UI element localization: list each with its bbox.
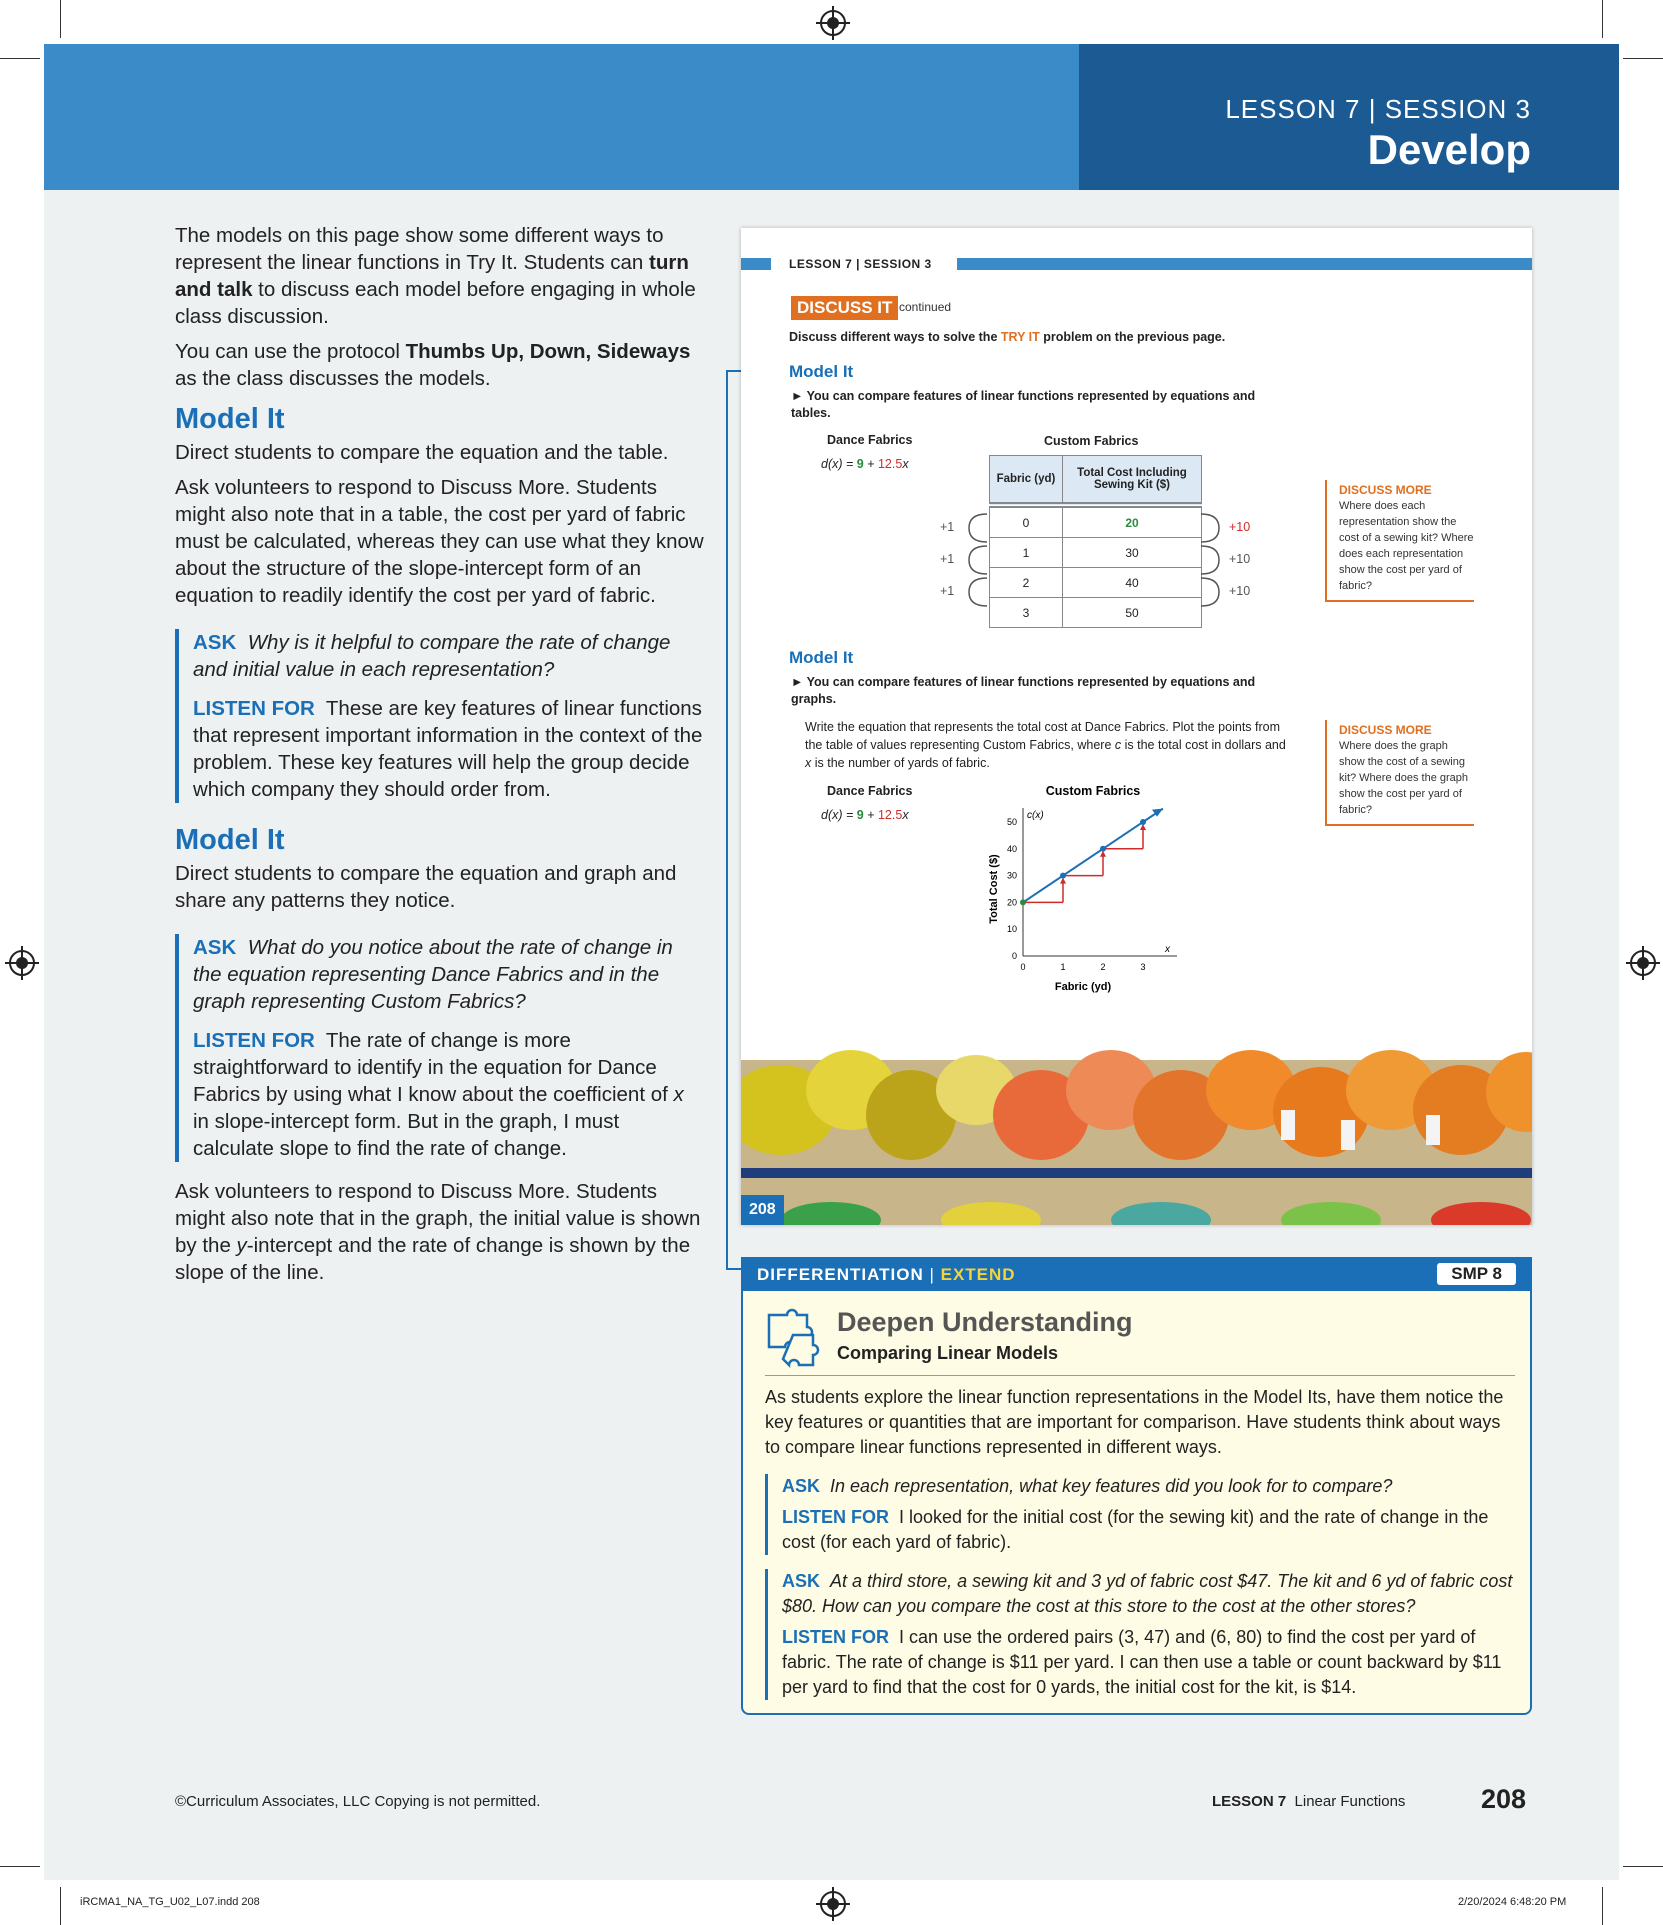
page-title: Develop [1367,126,1531,173]
custom-fabrics-label: Custom Fabrics [1044,434,1139,448]
student-page-header: LESSON 7 | SESSION 3 [789,257,932,271]
model1-discuss-more: Ask volunteers to respond to Discuss More. Students might also note that in a table, the cost per yard of fabric must be calculated, whereas they can use what they know about the structure of the slope-intercept form of an equation to readily identify the cost per yard of fabric. [175,476,704,607]
x-tick-label: 0 [1020,962,1026,972]
model-it-heading-2: Model It [175,824,285,856]
table-cell: 3 [990,598,1063,628]
dance-equation: d(x) = 9 + 12.5x [821,808,909,822]
differentiation-header [743,1259,1530,1291]
crop-mark [1602,0,1603,38]
discuss-more-box-1: DISCUSS MORE Where does each representation show the cost of a sewing kit? Where does each representation show the cost per yard of fabric? [1325,480,1474,602]
y-tick-label: 0 [1011,951,1017,961]
header-banner [44,44,1079,190]
crop-mark [0,58,40,59]
intro-paragraph: The models on this page show some different ways to represent the linear functions in Try It. Students can turn and talk to discuss each model before engaging in whole class discussion. [175,224,696,328]
student-model-it-2: Model It [789,648,854,667]
model1-bullet: ► You can compare features of linear functions represented by equations and tables. [791,389,1256,420]
ask-listen-block-1: ASK Why is it helpful to compare the rate of change and initial value in each representation? LISTEN FOR These are key features of linear functions that represent important information in the context of the problem. These key features will help the group decide which company they should order from. [175,629,705,803]
custom-fabrics-graph [981,781,1211,1006]
crop-mark [1623,1866,1663,1867]
x-tick-label: 1 [1060,962,1066,972]
table-cell: 1 [990,538,1063,568]
divider [765,1375,1515,1376]
registration-mark-icon [1630,950,1656,976]
data-point [1100,846,1106,852]
registration-mark-icon [820,1891,846,1917]
model2-bullet: ► You can compare features of linear functions represented by equations and graphs. [791,675,1256,706]
footer-lesson: LESSON 7 Linear Functions [1212,1793,1406,1810]
x-axis-label: Fabric (yd) [1054,981,1112,993]
teacher-notes-column [175,222,705,1294]
model2-direction: Direct students to compare the equation and graph and share any patterns they notice. [175,862,677,912]
step-label: +1 [940,584,955,598]
data-point [1020,899,1026,905]
deepen-understanding-subtitle: Comparing Linear Models [837,1343,1059,1363]
discuss-it-badge: DISCUSS IT [791,296,898,320]
deepen-understanding-title: Deepen Understanding [837,1307,1133,1337]
slug-filename: iRCMA1_NA_TG_U02_L07.indd 208 [80,1896,260,1908]
y-axis-name: c(x) [1027,810,1044,821]
lesson-session-label: LESSON 7 | SESSION 3 [1225,94,1531,124]
continued-label: continued [899,300,952,314]
crop-mark [60,1887,61,1925]
differentiation-body [765,1385,1515,1700]
y-tick-label: 20 [1006,897,1017,908]
step-label: +1 [940,520,955,534]
differentiation-title: DIFFERENTIATION | EXTEND [757,1265,1016,1284]
table-cell: 0 [990,505,1063,538]
connector-line [726,1268,742,1270]
y-tick-label: 50 [1006,817,1017,827]
table-header: Total Cost Including Sewing Kit ($) [1063,456,1202,506]
dance-equation: d(x) = 9 + 12.5x [821,457,909,471]
dance-fabrics-label: Dance Fabrics [827,784,913,798]
data-point [1060,873,1066,879]
right-step-arrows-icon [1197,510,1227,620]
x-axis-name: x [1165,944,1170,955]
model1-direction: Direct students to compare the equation and the table. [175,441,669,464]
table-header: Fabric (yd) [990,456,1063,506]
left-step-arrows-icon [961,510,991,620]
data-point [1140,819,1146,825]
page-number: 208 [1481,1784,1527,1814]
table-cell: 30 [1063,538,1202,568]
puzzle-piece-icon [763,1305,827,1369]
differentiation-intro: As students explore the linear function representations in the Model Its, have them notice the key features or quantities that are important for comparison. Have students think about ways to compare linear functions represented in different ways. [765,1387,1504,1457]
slug-date: 2/20/2024 6:48:20 PM [1458,1896,1567,1908]
dance-fabrics-label: Dance Fabrics [827,433,913,447]
student-page-number: 208 [741,1195,784,1225]
connector-line [726,370,728,1270]
table-cell: 40 [1063,568,1202,598]
table-cell: 20 [1063,505,1202,538]
header-bar [741,258,771,270]
step-label: +10 [1229,584,1251,598]
crop-mark [1623,58,1663,59]
differentiation-box [741,1257,1532,1715]
ask-listen-block-2: ASK What do you notice about the rate of change in the equation representing Dance Fabrics and in the graph representing Custom Fabrics? LISTEN FOR The rate of change is more straightforward to identify in the equation for Dance Fabrics by using what I know about the coefficient of x in slope-intercept form. But in the graph, I must calculate slope to find the rate of change. [175,934,705,1162]
y-tick-label: 40 [1006,843,1017,854]
header-bar [957,258,1532,270]
crop-mark [60,0,61,38]
crop-mark [1602,1887,1603,1925]
ask-listen-block-3: ASK In each representation, what key features did you look for to compare? LISTEN FOR I looked for the initial cost (for the sewing kit) and the rate of change in the cost (for each yard of fabric). [765,1474,1515,1555]
registration-mark-icon [9,950,35,976]
model2-discuss-more: Ask volunteers to respond to Discuss More. Students might also note that in the graph, the initial value is shown by the y-intercept and the rate of change is shown by the slope of the line. [175,1180,701,1284]
model2-instructions: Write the equation that represents the total cost at Dance Fabrics. Plot the points from the table of values representing Custom Fabrics, where c is the total cost in dollars and x is the number of yards of fabric. [805,720,1286,770]
discuss-more-box-2: DISCUSS MORE Where does the graph show the cost of a sewing kit? Where does the graph show the cost per yard of fabric? [1325,720,1474,826]
y-tick-label: 30 [1006,870,1017,881]
table-cell: 50 [1063,598,1202,628]
step-label: +10 [1229,552,1251,566]
custom-fabrics-table [989,455,1202,628]
fabric-rolls-photo [741,1020,1532,1225]
y-tick-label: 10 [1006,924,1017,935]
discuss-prompt: Discuss different ways to solve the TRY IT problem on the previous page. [789,330,1226,344]
protocol-paragraph: You can use the protocol Thumbs Up, Down, Sideways as the class discusses the models. [175,340,691,390]
step-label: +10 [1229,520,1251,534]
x-tick-label: 3 [1140,962,1146,972]
registration-mark-icon [820,10,846,36]
y-axis-label: Total Cost ($) [988,854,1000,924]
student-page-thumbnail [741,228,1532,1225]
ask-listen-block-4: ASK At a third store, a sewing kit and 3 yd of fabric cost $47. The kit and 6 yd of fabric cost $80. How can you compare the cost at this store to the cost at the other stores? LISTEN FOR I can use the ordered pairs (3, 47) and (6, 80) to find the cost per yard of fabric. The rate of change is $11 per yard. I can then use a table or count backward by $11 per yard to find that the cost for 0 yards, the initial cost for the kit, is $14. [765,1569,1515,1700]
copyright: ©Curriculum Associates, LLC Copying is not permitted. [175,1793,541,1810]
crop-mark [0,1866,40,1867]
chart-title: Custom Fabrics [1045,784,1141,798]
table-cell: 2 [990,568,1063,598]
student-model-it-1: Model It [789,362,854,381]
model-it-heading-1: Model It [175,403,285,435]
x-tick-label: 2 [1100,962,1106,972]
smp-badge: SMP 8 [1437,1263,1516,1285]
step-label: +1 [940,552,955,566]
